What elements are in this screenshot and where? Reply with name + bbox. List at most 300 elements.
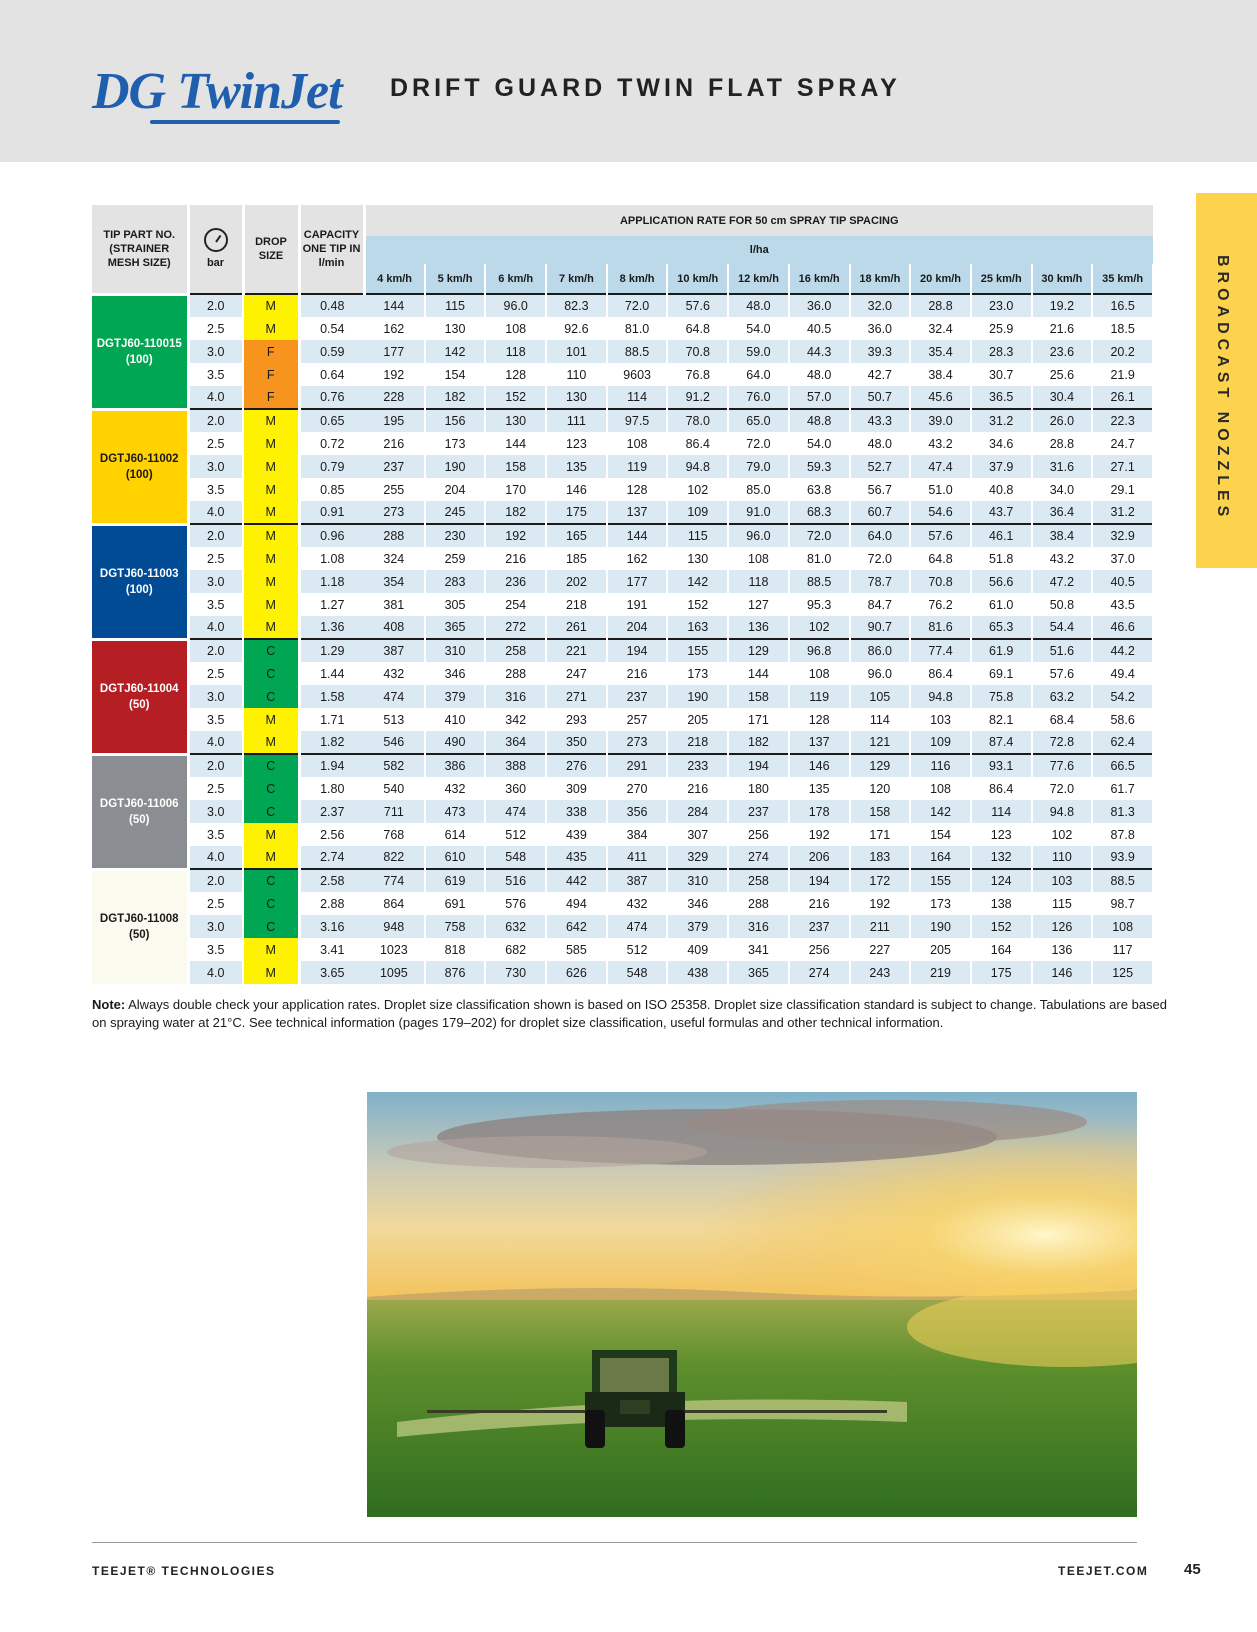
rate-cell: 185 — [546, 547, 607, 570]
pressure-bar-cell: 3.5 — [188, 823, 243, 846]
rate-cell: 273 — [607, 731, 668, 754]
rate-cell: 548 — [485, 846, 546, 869]
rate-cell: 626 — [546, 961, 607, 984]
rate-cell: 341 — [728, 938, 789, 961]
rate-cell: 62.4 — [1092, 731, 1153, 754]
rate-cell: 276 — [546, 754, 607, 777]
drop-size-cell: C — [243, 869, 299, 892]
rate-cell: 194 — [728, 754, 789, 777]
rate-cell: 158 — [728, 685, 789, 708]
drop-size-cell: C — [243, 800, 299, 823]
pressure-bar-cell: 2.5 — [188, 662, 243, 685]
pressure-bar-cell: 2.5 — [188, 777, 243, 800]
rate-cell: 91.0 — [728, 501, 789, 524]
pressure-bar-cell: 3.0 — [188, 800, 243, 823]
rate-cell: 135 — [546, 455, 607, 478]
rate-cell: 195 — [364, 409, 425, 432]
header-application-rate: APPLICATION RATE FOR 50 cm SPRAY TIP SPACING — [364, 205, 1153, 236]
tip-part-cell — [92, 294, 188, 409]
note-text: Always double check your application rates. Droplet size classification shown is based on ISO 25358. Droplet size classification standard is subject to change. Tabulations are based on spraying water at 21°C. See technical information (pages 179–202) for droplet size classification, useful formulas and other technical information. — [92, 997, 1168, 1030]
capacity-cell: 1.44 — [320, 666, 345, 681]
rate-cell: 86.4 — [910, 662, 971, 685]
capacity-cell: 0.96 — [299, 524, 364, 547]
rate-cell: 258 — [485, 639, 546, 662]
rate-cell: 31.6 — [1032, 455, 1093, 478]
rate-cell: 152 — [667, 593, 728, 616]
rate-cell: 162 — [607, 547, 668, 570]
page-number: 45 — [1184, 1561, 1201, 1578]
rate-cell: 57.0 — [789, 386, 850, 409]
rate-cell: 144 — [607, 524, 668, 547]
rate-cell: 164 — [910, 846, 971, 869]
rate-cell: 142 — [425, 340, 486, 363]
rate-cell: 21.6 — [1032, 317, 1093, 340]
rate-cell: 109 — [667, 501, 728, 524]
table-row — [92, 386, 1153, 409]
rate-cell: 59.3 — [789, 455, 850, 478]
rate-cell: 387 — [607, 869, 668, 892]
table-row — [92, 938, 1153, 961]
rate-cell: 96.0 — [850, 662, 911, 685]
rate-cell: 254 — [485, 593, 546, 616]
rate-cell: 642 — [546, 915, 607, 938]
drop-size-cell: M — [243, 524, 299, 547]
rate-cell: 34.6 — [971, 432, 1032, 455]
pressure-bar-cell: 2.5 — [188, 892, 243, 915]
rate-cell: 216 — [607, 662, 668, 685]
rate-cell: 82.1 — [971, 708, 1032, 731]
rate-cell: 182 — [728, 731, 789, 754]
rate-cell: 288 — [364, 524, 425, 547]
rate-cell: 42.7 — [850, 363, 911, 386]
rate-cell: 346 — [425, 662, 486, 685]
rate-cell: 123 — [546, 432, 607, 455]
rate-cell: 36.5 — [971, 386, 1032, 409]
rate-cell: 274 — [728, 846, 789, 869]
rate-cell: 65.0 — [728, 409, 789, 432]
rate-cell: 194 — [789, 869, 850, 892]
rate-cell: 288 — [485, 662, 546, 685]
rate-cell: 30.7 — [971, 363, 1032, 386]
rate-cell: 108 — [789, 662, 850, 685]
drop-size-cell: C — [243, 639, 299, 662]
pressure-bar-cell: 2.0 — [188, 294, 243, 317]
rate-cell: 205 — [910, 938, 971, 961]
rate-cell: 137 — [607, 501, 668, 524]
rate-cell: 432 — [364, 662, 425, 685]
rate-cell: 272 — [485, 616, 546, 639]
rate-cell: 59.0 — [728, 340, 789, 363]
rate-cell: 610 — [425, 846, 486, 869]
pressure-gauge-icon — [204, 228, 228, 252]
rate-cell: 194 — [607, 639, 668, 662]
rate-cell: 152 — [971, 915, 1032, 938]
rate-cell: 170 — [485, 478, 546, 501]
tip-part-number: DGTJ60-110015 — [96, 337, 182, 350]
rate-cell: 64.0 — [728, 363, 789, 386]
rate-cell: 346 — [667, 892, 728, 915]
rate-cell: 164 — [971, 938, 1032, 961]
rate-cell: 102 — [667, 478, 728, 501]
tip-part-number: DGTJ60-11002 — [99, 452, 179, 465]
rate-cell: 237 — [607, 685, 668, 708]
rate-cell: 154 — [425, 363, 486, 386]
rate-cell: 247 — [546, 662, 607, 685]
page-header — [0, 0, 1257, 162]
rate-cell: 192 — [485, 524, 546, 547]
rate-cell: 338 — [546, 800, 607, 823]
pressure-bar-cell: 3.5 — [188, 938, 243, 961]
drop-size-cell: F — [243, 340, 299, 363]
rate-cell: 192 — [364, 363, 425, 386]
rate-cell: 192 — [850, 892, 911, 915]
rate-cell: 379 — [667, 915, 728, 938]
drop-size-cell: M — [243, 731, 299, 754]
rate-cell: 47.4 — [910, 455, 971, 478]
table-row — [92, 731, 1153, 754]
rate-cell: 585 — [546, 938, 607, 961]
rate-cell: 30.4 — [1032, 386, 1093, 409]
rate-cell: 108 — [607, 432, 668, 455]
rate-cell: 105 — [850, 685, 911, 708]
rate-cell: 365 — [425, 616, 486, 639]
rate-cell: 46.1 — [971, 524, 1032, 547]
table-row — [92, 547, 1153, 570]
rate-cell: 310 — [667, 869, 728, 892]
rate-cell: 18.5 — [1092, 317, 1153, 340]
rate-cell: 43.2 — [1032, 547, 1093, 570]
rate-cell: 56.7 — [850, 478, 911, 501]
rate-cell: 109 — [910, 731, 971, 754]
rate-cell: 155 — [667, 639, 728, 662]
rate-cell: 119 — [607, 455, 668, 478]
rate-cell: 204 — [425, 478, 486, 501]
rate-cell: 25.9 — [971, 317, 1032, 340]
rate-cell: 24.7 — [1092, 432, 1153, 455]
rate-cell: 876 — [425, 961, 486, 984]
rate-cell: 51.6 — [1032, 639, 1093, 662]
rate-cell: 86.4 — [971, 777, 1032, 800]
drop-size-cell: C — [243, 777, 299, 800]
rate-cell: 171 — [728, 708, 789, 731]
rate-cell: 40.8 — [971, 478, 1032, 501]
pressure-bar-cell: 3.0 — [188, 570, 243, 593]
rate-cell: 108 — [728, 547, 789, 570]
rate-cell: 49.4 — [1092, 662, 1153, 685]
rate-cell: 119 — [789, 685, 850, 708]
capacity-cell: 1.71 — [320, 712, 345, 727]
tip-part-cell — [92, 524, 188, 639]
rate-cell: 94.8 — [667, 455, 728, 478]
rate-cell: 291 — [607, 754, 668, 777]
side-tab-label: BROADCAST NOZZLES — [1214, 255, 1231, 522]
drop-size-cell: C — [243, 892, 299, 915]
rate-cell: 116 — [910, 754, 971, 777]
rate-cell: 115 — [1032, 892, 1093, 915]
rate-cell: 88.5 — [1092, 869, 1153, 892]
rate-cell: 103 — [910, 708, 971, 731]
rate-cell: 410 — [425, 708, 486, 731]
rate-cell: 37.0 — [1092, 547, 1153, 570]
capacity-cell: 0.85 — [320, 482, 345, 497]
rate-cell: 177 — [364, 340, 425, 363]
rate-cell: 191 — [607, 593, 668, 616]
table-body — [92, 294, 1153, 984]
rate-cell: 66.5 — [1092, 754, 1153, 777]
pressure-bar-cell: 3.5 — [188, 593, 243, 616]
rate-cell: 156 — [425, 409, 486, 432]
rate-cell: 219 — [910, 961, 971, 984]
capacity-cell: 1.08 — [320, 551, 345, 566]
header-tip-part: TIP PART NO. (STRAINER MESH SIZE) — [92, 205, 188, 294]
rate-cell: 204 — [607, 616, 668, 639]
rate-cell: 108 — [910, 777, 971, 800]
rate-cell: 72.8 — [1032, 731, 1093, 754]
rate-cell: 218 — [667, 731, 728, 754]
rate-cell: 274 — [789, 961, 850, 984]
rate-cell: 310 — [425, 639, 486, 662]
rate-cell: 364 — [485, 731, 546, 754]
rate-cell: 546 — [364, 731, 425, 754]
rate-cell: 96.8 — [789, 639, 850, 662]
rate-cell: 118 — [485, 340, 546, 363]
tip-part-number: DGTJ60-11004 — [99, 682, 179, 695]
rate-cell: 75.8 — [971, 685, 1032, 708]
capacity-cell: 1.18 — [299, 570, 364, 593]
pressure-bar-cell: 3.5 — [188, 363, 243, 386]
header-unit: l/ha — [364, 236, 1153, 264]
rate-cell: 45.6 — [910, 386, 971, 409]
rate-cell: 126 — [1032, 915, 1093, 938]
rate-cell: 115 — [425, 294, 486, 317]
rate-cell: 36.0 — [789, 294, 850, 317]
rate-cell: 39.0 — [910, 409, 971, 432]
drop-size-cell: M — [243, 478, 299, 501]
rate-cell: 206 — [789, 846, 850, 869]
rate-cell: 202 — [546, 570, 607, 593]
table-row — [92, 846, 1153, 869]
rate-cell: 96.0 — [728, 524, 789, 547]
rate-cell: 76.0 — [728, 386, 789, 409]
rate-cell: 237 — [364, 455, 425, 478]
rate-cell: 768 — [364, 823, 425, 846]
capacity-cell: 0.91 — [299, 501, 364, 524]
capacity-cell: 0.59 — [299, 340, 364, 363]
tip-part-number: DGTJ60-11008 — [99, 913, 179, 926]
rate-cell: 98.7 — [1092, 892, 1153, 915]
rate-cell: 130 — [425, 317, 486, 340]
rate-cell: 57.6 — [910, 524, 971, 547]
rate-cell: 84.7 — [850, 593, 911, 616]
rate-cell: 258 — [728, 869, 789, 892]
rate-cell: 516 — [485, 869, 546, 892]
rate-cell: 379 — [425, 685, 486, 708]
rate-cell: 135 — [789, 777, 850, 800]
rate-cell: 474 — [364, 685, 425, 708]
rate-cell: 68.3 — [789, 501, 850, 524]
rate-cell: 474 — [607, 915, 668, 938]
rate-cell: 354 — [364, 570, 425, 593]
rate-cell: 180 — [728, 777, 789, 800]
rate-cell: 490 — [425, 731, 486, 754]
rate-cell: 40.5 — [1092, 570, 1153, 593]
rate-cell: 87.4 — [971, 731, 1032, 754]
rate-cell: 386 — [425, 754, 486, 777]
rate-cell: 864 — [364, 892, 425, 915]
rate-cell: 216 — [667, 777, 728, 800]
rate-cell: 32.4 — [910, 317, 971, 340]
rate-cell: 38.4 — [1032, 524, 1093, 547]
speed-header: 12 km/h — [728, 264, 789, 294]
rate-cell: 26.0 — [1032, 409, 1093, 432]
drop-size-cell: M — [243, 501, 299, 524]
rate-cell: 23.6 — [1032, 340, 1093, 363]
rate-cell: 130 — [546, 386, 607, 409]
capacity-cell: 3.41 — [320, 942, 345, 957]
rate-cell: 316 — [728, 915, 789, 938]
rate-cell: 614 — [425, 823, 486, 846]
rate-cell: 177 — [607, 570, 668, 593]
note-label: Note: — [92, 997, 126, 1012]
rate-cell: 61.7 — [1092, 777, 1153, 800]
capacity-cell: 2.88 — [320, 896, 345, 911]
rate-cell: 409 — [667, 938, 728, 961]
rate-cell: 293 — [546, 708, 607, 731]
page-title: DRIFT GUARD TWIN FLAT SPRAY — [390, 74, 901, 102]
rate-cell: 132 — [971, 846, 1032, 869]
speed-header: 20 km/h — [910, 264, 971, 294]
rate-cell: 28.8 — [910, 294, 971, 317]
rate-cell: 233 — [667, 754, 728, 777]
pressure-bar-cell: 2.5 — [188, 432, 243, 455]
drop-size-cell: M — [243, 570, 299, 593]
rate-cell: 72.0 — [1032, 777, 1093, 800]
footer-website-link[interactable]: TEEJET.COM — [1058, 1564, 1149, 1578]
table-row — [92, 777, 1153, 800]
header-bar-label: bar — [206, 257, 225, 269]
rate-cell: 619 — [425, 869, 486, 892]
speed-header: 18 km/h — [850, 264, 911, 294]
capacity-cell: 1.36 — [299, 616, 364, 639]
rate-cell: 142 — [667, 570, 728, 593]
rate-cell: 48.0 — [728, 294, 789, 317]
pressure-bar-cell: 2.0 — [188, 639, 243, 662]
rate-cell: 19.2 — [1032, 294, 1093, 317]
rate-cell: 152 — [485, 386, 546, 409]
rate-cell: 77.6 — [1032, 754, 1093, 777]
rate-cell: 948 — [364, 915, 425, 938]
rate-cell: 96.0 — [485, 294, 546, 317]
rate-cell: 20.2 — [1092, 340, 1153, 363]
rate-cell: 216 — [789, 892, 850, 915]
capacity-cell: 0.65 — [299, 409, 364, 432]
capacity-cell: 2.37 — [299, 800, 364, 823]
strainer-mesh-size: (100) — [125, 583, 153, 596]
rate-cell: 230 — [425, 524, 486, 547]
rate-cell: 103 — [1032, 869, 1093, 892]
rate-cell: 63.2 — [1032, 685, 1093, 708]
speed-header: 25 km/h — [971, 264, 1032, 294]
rate-cell: 474 — [485, 800, 546, 823]
strainer-mesh-size: (50) — [129, 698, 150, 711]
dg-twinjet-logo: DG TwinJet — [92, 63, 342, 120]
rate-cell: 129 — [728, 639, 789, 662]
rate-cell: 818 — [425, 938, 486, 961]
pressure-bar-cell: 4.0 — [188, 386, 243, 409]
rate-cell: 48.0 — [850, 432, 911, 455]
pressure-bar-cell: 2.0 — [188, 409, 243, 432]
rate-cell: 70.8 — [910, 570, 971, 593]
rate-cell: 114 — [850, 708, 911, 731]
drop-size-cell: M — [243, 547, 299, 570]
rate-cell: 82.3 — [546, 294, 607, 317]
rate-cell: 43.5 — [1092, 593, 1153, 616]
pressure-bar-cell: 2.0 — [188, 754, 243, 777]
footer-brand: TEEJET® TECHNOLOGIES — [92, 1564, 276, 1578]
rate-cell: 81.6 — [910, 616, 971, 639]
rate-cell: 34.0 — [1032, 478, 1093, 501]
rate-cell: 121 — [850, 731, 911, 754]
rate-cell: 25.6 — [1032, 363, 1093, 386]
rate-cell: 37.9 — [971, 455, 1032, 478]
table-row — [92, 616, 1153, 639]
rate-cell: 93.9 — [1092, 846, 1153, 869]
rate-cell: 87.8 — [1092, 823, 1153, 846]
tip-part-number: DGTJ60-11006 — [99, 797, 179, 810]
rate-cell: 58.6 — [1092, 708, 1153, 731]
rate-cell: 305 — [425, 593, 486, 616]
rate-cell: 388 — [485, 754, 546, 777]
rate-cell: 60.7 — [850, 501, 911, 524]
drop-size-cell: M — [243, 846, 299, 869]
rate-cell: 182 — [485, 501, 546, 524]
pressure-bar-cell: 3.0 — [188, 340, 243, 363]
rate-cell: 27.1 — [1092, 455, 1153, 478]
rate-cell: 50.8 — [1032, 593, 1093, 616]
rate-cell: 16.5 — [1092, 294, 1153, 317]
rate-cell: 822 — [364, 846, 425, 869]
drop-size-cell: M — [243, 708, 299, 731]
rate-cell: 81.0 — [607, 317, 668, 340]
rate-cell: 93.1 — [971, 754, 1032, 777]
table-row — [92, 639, 1153, 662]
rate-cell: 31.2 — [1092, 501, 1153, 524]
pressure-bar-cell: 4.0 — [188, 731, 243, 754]
table-row — [92, 455, 1153, 478]
rate-cell: 61.0 — [971, 593, 1032, 616]
pressure-bar-cell: 3.5 — [188, 708, 243, 731]
rate-cell: 130 — [667, 547, 728, 570]
rate-cell: 85.0 — [728, 478, 789, 501]
table-row — [92, 708, 1153, 731]
speed-header: 5 km/h — [425, 264, 486, 294]
capacity-cell: 0.64 — [320, 367, 345, 382]
rate-cell: 128 — [607, 478, 668, 501]
tip-part-cell — [92, 639, 188, 754]
rate-cell: 137 — [789, 731, 850, 754]
table-row — [92, 593, 1153, 616]
rate-cell: 435 — [546, 846, 607, 869]
speed-header: 35 km/h — [1092, 264, 1153, 294]
rate-cell: 57.6 — [1032, 662, 1093, 685]
rate-cell: 111 — [546, 409, 607, 432]
rate-cell: 22.3 — [1092, 409, 1153, 432]
rate-cell: 270 — [607, 777, 668, 800]
pressure-bar-cell: 4.0 — [188, 961, 243, 984]
rate-cell: 125 — [1092, 961, 1153, 984]
rate-cell: 128 — [789, 708, 850, 731]
rate-cell: 384 — [607, 823, 668, 846]
